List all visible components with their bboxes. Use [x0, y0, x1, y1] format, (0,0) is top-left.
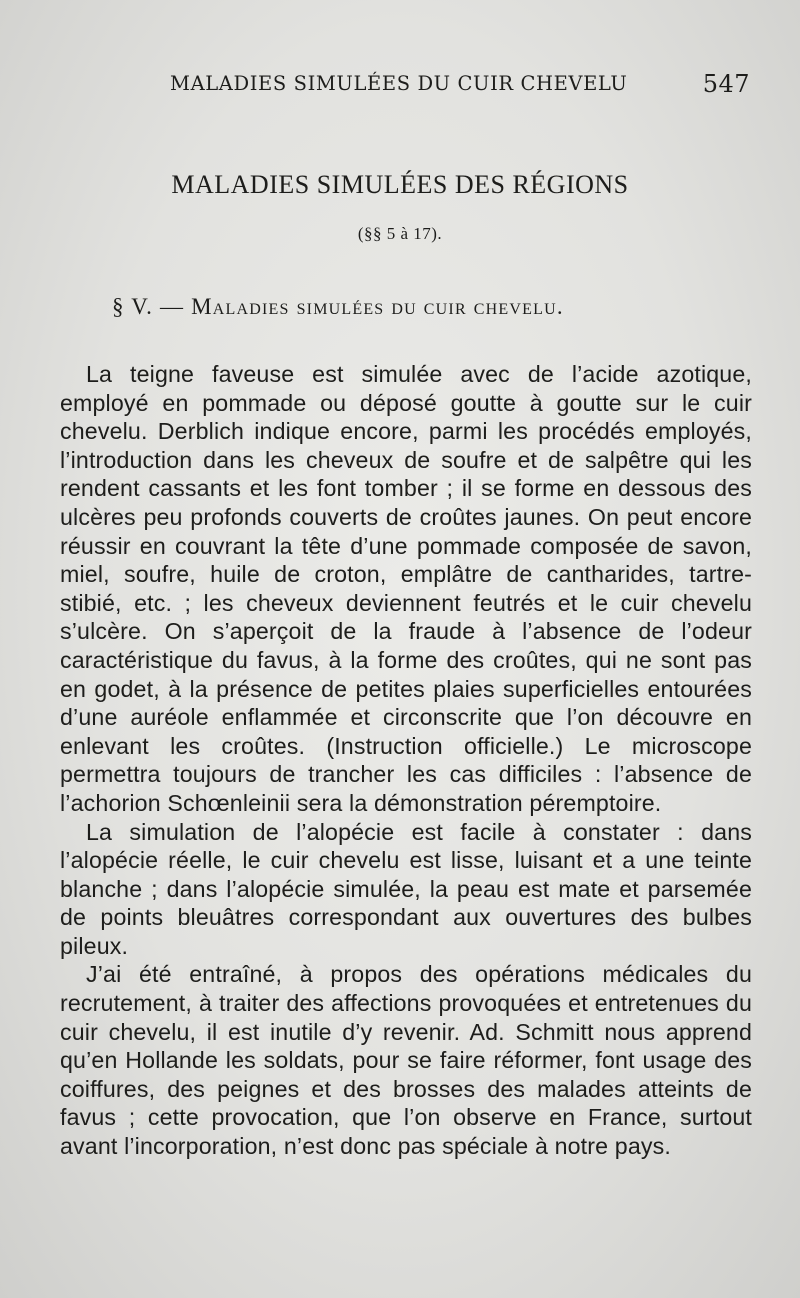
part-subtitle: (§§ 5 à 17). — [357, 224, 443, 243]
body-text — [60, 360, 752, 1161]
running-header — [170, 70, 750, 100]
paragraph-alopecie: La simulation de l’alopécie est facile à constater : dans l’alopécie réelle, le cuir chevelu est lisse, luisant et a une teinte blanche ; dans l’alopécie simulée, la peau est mate et parsemée de points bleuâtres correspondant aux ouvertures des bulbes pileux. — [60, 818, 752, 959]
running-title: MALADIES SIMULÉES DU CUIR CHEVELU — [170, 72, 628, 95]
paragraph-teigne: La teigne faveuse est simulée avec de l’acide azotique, employé en pommade ou déposé goutte à goutte sur le cuir chevelu. Derblich indique encore, parmi les procédés employés, l’introduction dans les cheveux de soufre et de salpêtre qui les rendent cassants et les font tomber ; il se forme en dessous des ulcères peu profonds couverts de croûtes jaunes. On peut encore réussir en couvrant la tête d’une pommade composée de savon, miel, soufre, huile de croton, emplâtre de cantharides, tartre-stibié, etc. ; les cheveux deviennent feutrés et le cuir chevelu s’ulcère. On s’aperçoit de la fraude à l’absence de l’odeur caractéristique du favus, à la forme des croûtes, qui ne sont pas en godet, à la présence de petites plaies superficielles entourées d’une auréole enflammée et circonscrite que l’on découvre en enlevant les croûtes. (Instruction officielle.) Le microscope permettra toujours de trancher les cas difficiles : l’absence de l’achorion Schœnleinii sera la démonstration péremptoire. — [60, 361, 752, 816]
page-number: 547 — [702, 70, 750, 98]
paragraph-recrutement: J’ai été entraîné, à propos des opérations médicales du recrutement, à traiter des affections provoquées et entretenues du cuir chevelu, il est inutile d’y revenir. Ad. Schmitt nous apprend qu’en Hollande les soldats, pour se faire réformer, font usage des coiffures, des peignes et des brosses des malades atteints de favus ; cette provocation, que l’on observe en France, surtout avant l’incorporation, n’est donc pas spéciale à notre pays. — [60, 961, 752, 1160]
section-heading: § V. — Maladies simulées du cuir chevelu. — [112, 294, 564, 319]
part-title: MALADIES SIMULÉES DES RÉGIONS — [171, 170, 629, 199]
